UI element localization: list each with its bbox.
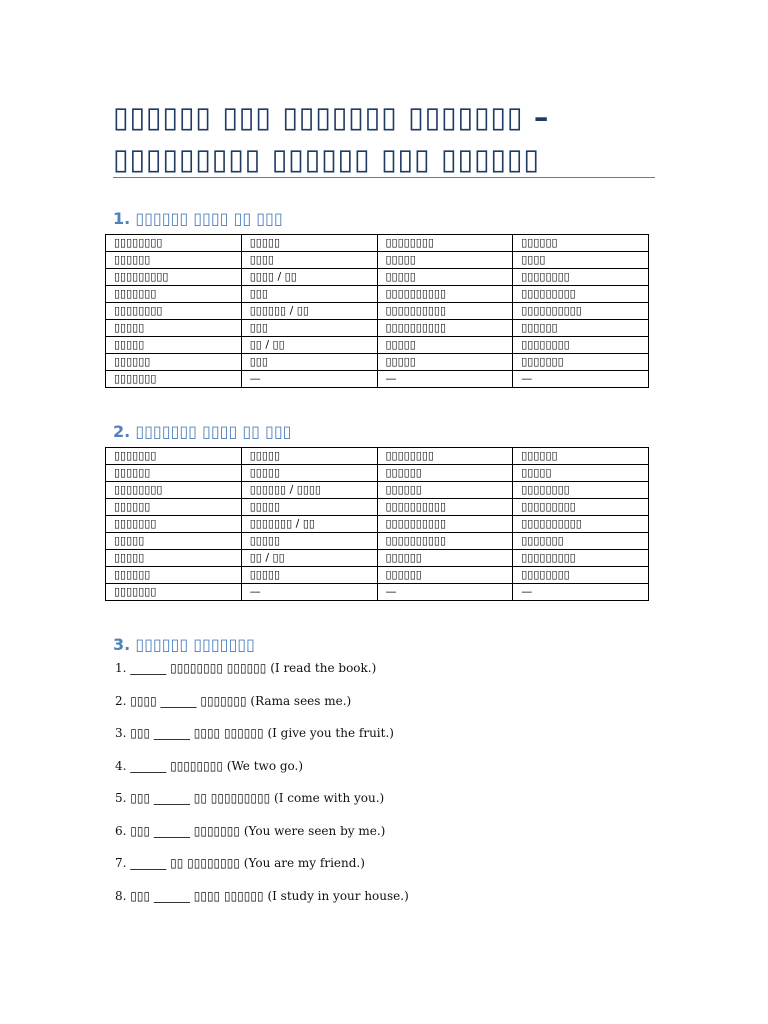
table-cell: ▯▯▯▯▯▯▯ [106, 371, 242, 388]
table-cell: ▯▯▯▯▯▯ [106, 499, 242, 516]
table-cell: ▯▯▯▯▯ [241, 567, 377, 584]
table-cell: ▯▯▯▯▯▯ [106, 354, 242, 371]
exercise-gloss: (I come with you.) [274, 791, 385, 805]
exercise-prefix: ▯▯▯ [130, 791, 151, 805]
table-cell: ▯▯▯▯▯ [106, 533, 242, 550]
table-cell: ▯▯▯▯▯▯ [106, 252, 242, 269]
exercise-item [115, 886, 715, 919]
exercise-item [115, 788, 715, 821]
table-cell: ▯▯▯▯▯▯▯▯ [106, 482, 242, 499]
table-cell: ▯▯▯▯▯▯▯▯▯▯ [377, 533, 513, 550]
section-2-heading [113, 422, 291, 441]
table-cell: ▯▯▯▯▯▯▯▯ [377, 448, 513, 465]
section-heading-text: ▯▯▯▯▯▯ ▯▯▯▯▯▯▯ [135, 635, 255, 654]
table-cell: ▯▯▯▯▯ [106, 320, 242, 337]
table-cell: ▯▯▯▯▯▯▯ [106, 584, 242, 601]
exercise-item [115, 691, 715, 724]
exercise-gloss: (You were seen by me.) [243, 823, 386, 838]
table-row [106, 499, 649, 516]
section-1-heading [113, 209, 283, 228]
table-cell: ▯▯▯▯▯▯▯▯▯▯ [377, 320, 513, 337]
table-row [106, 269, 649, 286]
exercise-prefix: ▯▯▯▯ [130, 693, 157, 708]
fill-blank: ______ [153, 791, 190, 805]
table-cell: ▯▯▯▯▯ [513, 465, 649, 482]
table-row [106, 320, 649, 337]
exercise-text: ▯▯▯▯▯▯▯▯ ▯▯▯▯▯▯ [170, 661, 267, 675]
table-cell: ▯▯ / ▯▯ [241, 550, 377, 567]
table-cell: ▯▯▯▯▯▯▯▯▯ [513, 550, 649, 567]
table-cell: ▯▯▯▯▯▯▯▯▯▯ [377, 516, 513, 533]
exercise-gloss: (We two go.) [226, 758, 304, 773]
table-row [106, 303, 649, 320]
table-cell: ▯▯▯▯ / ▯▯ [241, 269, 377, 286]
table-cell: ▯▯▯▯ [241, 252, 377, 269]
exercise-number: 2. [115, 693, 127, 708]
table-cell: ▯▯▯▯▯▯ [377, 567, 513, 584]
table-cell: ▯▯▯▯▯▯▯▯ [106, 303, 242, 320]
fill-blank: ______ [153, 823, 190, 838]
table-cell: ▯▯▯▯▯▯▯▯ [513, 269, 649, 286]
table-row [106, 286, 649, 303]
table-row [106, 465, 649, 482]
table-row [106, 235, 649, 252]
table-cell: ▯▯▯▯▯▯▯▯▯▯ [377, 499, 513, 516]
exercise-gloss: (I give you the fruit.) [267, 726, 394, 740]
table-cell: ▯▯▯▯▯▯ [377, 550, 513, 567]
table-cell: ▯▯▯▯▯ [377, 269, 513, 286]
table-cell: ▯▯▯ [241, 354, 377, 371]
table-cell: ▯▯▯▯▯▯▯▯▯▯ [377, 303, 513, 320]
table-cell: ▯▯▯▯▯▯ / ▯▯ [241, 303, 377, 320]
table-cell: ▯▯▯▯▯▯▯▯▯ [106, 269, 242, 286]
exercise-item [115, 853, 715, 886]
table-cell: ▯▯▯▯▯▯ [513, 235, 649, 252]
fill-blank: ______ [153, 888, 190, 903]
table-cell: ▯▯ / ▯▯ [241, 337, 377, 354]
table-cell: ▯▯▯▯▯▯▯▯▯▯ [513, 303, 649, 320]
table-row [106, 516, 649, 533]
table-cell: — [513, 584, 649, 601]
exercise-prefix: ▯▯▯ [130, 726, 151, 740]
table-cell: ▯▯▯▯▯ [106, 550, 242, 567]
exercise-gloss: (I read the book.) [270, 661, 377, 675]
exercise-text: ▯▯▯▯▯▯▯ [200, 693, 247, 708]
table-cell: ▯▯▯▯▯▯ / ▯▯▯▯ [241, 482, 377, 499]
table-row [106, 584, 649, 601]
exercise-text: ▯▯ ▯▯▯▯▯▯▯▯▯ [193, 791, 271, 805]
table-cell: ▯▯▯▯▯▯ [513, 448, 649, 465]
table-cell: ▯▯▯▯▯▯▯▯▯▯ [513, 516, 649, 533]
exercise-item [115, 723, 715, 756]
table-cell: ▯▯▯▯▯ [241, 235, 377, 252]
table-cell: ▯▯▯▯▯ [377, 337, 513, 354]
section-number: 2. [113, 422, 131, 441]
section-heading-text: ▯▯▯▯▯▯▯ ▯▯▯▯ ▯▯ ▯▯▯ [135, 422, 292, 441]
table-cell: ▯▯▯▯▯ [241, 465, 377, 482]
exercise-text: ▯▯▯▯▯▯▯▯ [170, 758, 223, 773]
title-underline [113, 177, 655, 178]
exercise-list [115, 658, 715, 918]
exercise-text: ▯▯▯▯ ▯▯▯▯▯▯ [193, 726, 264, 740]
table-cell: ▯▯▯▯▯▯▯▯ [377, 235, 513, 252]
table-cell: ▯▯▯▯▯▯▯▯▯ [513, 499, 649, 516]
section-heading-text: ▯▯▯▯▯▯ ▯▯▯▯ ▯▯ ▯▯▯ [135, 209, 283, 228]
fill-blank: ______ [130, 661, 167, 675]
exercise-gloss: (I study in your house.) [267, 888, 409, 903]
table-row [106, 371, 649, 388]
table-cell: ▯▯▯▯▯ [241, 533, 377, 550]
table-cell: — [513, 371, 649, 388]
exercise-prefix: ▯▯▯ [130, 888, 151, 903]
section-number: 1. [113, 209, 131, 228]
table-cell: ▯▯▯▯▯▯ [106, 567, 242, 584]
table-cell: ▯▯▯▯▯▯▯▯ [513, 567, 649, 584]
exercise-number: 3. [115, 726, 127, 740]
table-cell: ▯▯▯▯▯▯▯▯ [513, 482, 649, 499]
exercise-text: ▯▯ ▯▯▯▯▯▯▯▯ [170, 856, 240, 870]
table-row [106, 567, 649, 584]
table-row [106, 448, 649, 465]
table-cell: ▯▯▯▯▯▯▯ [106, 516, 242, 533]
table-cell: ▯▯▯▯▯▯▯▯ [513, 337, 649, 354]
table-cell: ▯▯▯▯▯▯▯ / ▯▯ [241, 516, 377, 533]
table-cell: ▯▯▯▯▯▯▯ [513, 533, 649, 550]
table-row [106, 354, 649, 371]
table-cell: ▯▯▯▯▯ [106, 337, 242, 354]
table-cell: ▯▯▯▯▯ [241, 448, 377, 465]
table-cell: — [377, 371, 513, 388]
table-cell: ▯▯▯▯▯▯ [106, 465, 242, 482]
table-row [106, 252, 649, 269]
document-title [113, 96, 658, 180]
exercise-item [115, 658, 715, 691]
table-cell: ▯▯▯▯▯▯▯▯▯ [513, 286, 649, 303]
table-cell: ▯▯▯▯▯▯ [377, 465, 513, 482]
table-cell: ▯▯▯▯▯▯▯▯ [106, 235, 242, 252]
table-cell: ▯▯▯▯▯ [241, 499, 377, 516]
fill-blank: ______ [130, 758, 167, 773]
table-cell: ▯▯▯▯▯▯▯ [106, 448, 242, 465]
fill-blank: ______ [153, 726, 190, 740]
table-cell: ▯▯▯▯▯▯ [377, 482, 513, 499]
title-line-2: ▯▯▯▯▯▯▯▯▯ ▯▯▯▯▯▯ ▯▯▯ ▯▯▯▯▯▯ [113, 142, 540, 176]
table-row [106, 482, 649, 499]
exercise-prefix: ▯▯▯ [130, 823, 151, 838]
table-cell: ▯▯▯▯ [513, 252, 649, 269]
table-cell: ▯▯▯▯▯ [377, 354, 513, 371]
exercise-gloss: (Rama sees me.) [250, 693, 352, 708]
exercise-number: 7. [115, 856, 127, 870]
exercise-number: 5. [115, 791, 127, 805]
exercise-gloss: (You are my friend.) [243, 856, 365, 870]
table-row [106, 533, 649, 550]
exercise-text: ▯▯▯▯ ▯▯▯▯▯▯ [193, 888, 264, 903]
table-cell: ▯▯▯ [241, 286, 377, 303]
exercise-text: ▯▯▯▯▯▯▯ [193, 823, 240, 838]
table-cell: ▯▯▯▯▯▯▯ [513, 354, 649, 371]
section-number: 3. [113, 635, 131, 654]
table-cell: — [377, 584, 513, 601]
table-cell: ▯▯▯▯▯ [377, 252, 513, 269]
exercise-number: 4. [115, 758, 127, 773]
fill-blank: ______ [160, 693, 197, 708]
table-cell: — [241, 371, 377, 388]
table-row [106, 337, 649, 354]
table-cell: — [241, 584, 377, 601]
exercise-item [115, 756, 715, 789]
table-cell: ▯▯▯▯▯▯ [513, 320, 649, 337]
table-row [106, 550, 649, 567]
table-cell: ▯▯▯▯▯▯▯▯▯▯ [377, 286, 513, 303]
exercise-number: 1. [115, 661, 127, 675]
section-2-table [105, 447, 649, 601]
exercise-number: 6. [115, 823, 127, 838]
exercise-item [115, 821, 715, 854]
fill-blank: ______ [130, 856, 167, 870]
section-3-heading [113, 635, 255, 654]
table-cell: ▯▯▯ [241, 320, 377, 337]
section-1-table [105, 234, 649, 388]
exercise-number: 8. [115, 888, 127, 903]
table-cell: ▯▯▯▯▯▯▯ [106, 286, 242, 303]
title-line-1: ▯▯▯▯▯▯ ▯▯▯ ▯▯▯▯▯▯▯ ▯▯▯▯▯▯▯ – [113, 100, 549, 134]
